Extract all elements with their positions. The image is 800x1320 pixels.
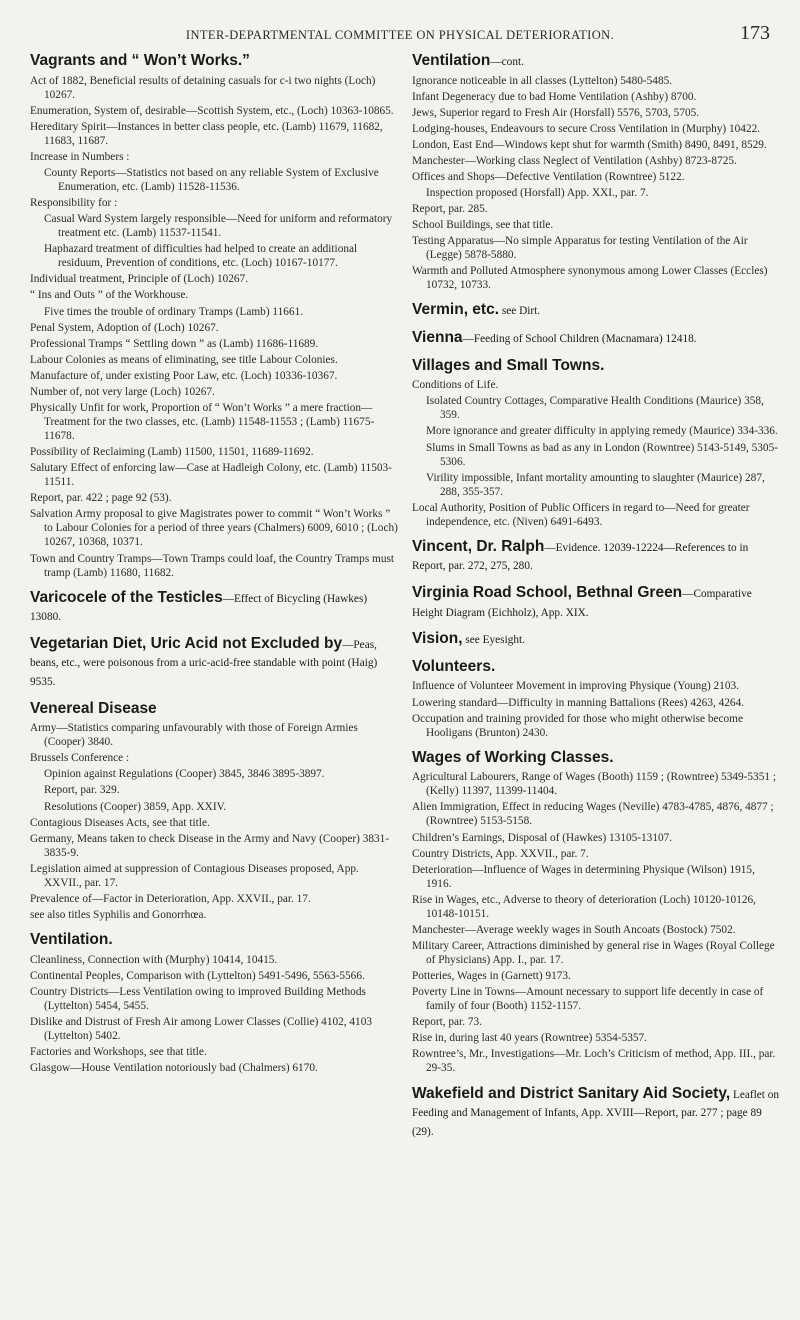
index-subentry: Isolated Country Cottages, Comparative Health Conditions (Maurice) 358, 359. <box>426 395 764 422</box>
heading-text: Volunteers. <box>412 657 496 675</box>
index-entry: Infant Degeneracy due to bad Home Ventilation (Ashby) 8700. <box>412 90 697 103</box>
index-heading <box>30 931 398 950</box>
index-entry: Number of, not very large (Loch) 10267. <box>30 385 215 398</box>
index-subentry: Resolutions (Cooper) 3859, App. XXIV. <box>44 800 227 813</box>
page-header <box>0 20 800 50</box>
index-entry: Rise in, during last 40 years (Rowntree) 5354-5357. <box>412 1032 647 1045</box>
heading-text: Wages of Working Classes. <box>412 748 614 766</box>
index-heading <box>412 329 780 348</box>
index-subentry: More ignorance and greater difficulty in applying remedy (Maurice) 334-336. <box>426 425 778 438</box>
index-subentry: Opinion against Regulations (Cooper) 3845, 3846 3895-3897. <box>44 768 325 781</box>
index-entry: Agricultural Labourers, Range of Wages (Booth) 1159 ; (Rowntree) 5349-5351 ; (Kelly) 11397, 11399-11404. <box>412 771 776 798</box>
index-entry: Salvation Army proposal to give Magistrates power to commit “ Won’t Works ” to Labour Colonies for a period of three years (Chalmers) 6009, 6010 ; (Loch) 10267, 10368, 10371. <box>30 508 398 549</box>
index-entry: Legislation aimed at suppression of Contagious Diseases proposed, App. XXVII., par. 17. <box>30 862 359 889</box>
index-heading <box>412 749 780 768</box>
index-entry: Manchester—Average weekly wages in South Ancoats (Bostock) 7502. <box>412 923 736 936</box>
index-entry: Potteries, Wages in (Garnett) 9173. <box>412 970 571 983</box>
index-entry: Lowering standard—Difficulty in manning Battalions (Rees) 4263, 4264. <box>412 696 745 709</box>
index-entry: Conditions of Life. <box>412 379 499 392</box>
heading-text: Varicocele of the Testicles <box>30 588 223 606</box>
index-entry: Rowntree’s, Mr., Investigations—Mr. Loch’s Criticism of method, App. III., par. 29-35. <box>412 1048 776 1075</box>
index-subentry: Virility impossible, Infant mortality amounting to slaughter (Maurice) 287, 288, 355-357. <box>426 471 765 498</box>
index-entry: Brussels Conference : <box>30 752 130 765</box>
index-entry: “ Ins and Outs ” of the Workhouse. <box>30 289 189 302</box>
heading-text: Vienna <box>412 329 463 347</box>
index-entry: Prevalence of—Factor in Deterioration, App. XXVII., par. 17. <box>30 892 311 905</box>
index-entry: Factories and Workshops, see that title. <box>30 1046 207 1058</box>
index-entry: Physically Unfit for work, Proportion of “ Won’t Works ” a mere fraction—Treatment for the two classes, etc. (Lamb) 11548-11553 ; (Lamb) 11675-11678. <box>30 401 375 443</box>
page-number: 173 <box>740 22 770 44</box>
index-entry: Manchester—Working class Neglect of Ventilation (Ashby) 8723-8725. <box>412 154 737 167</box>
index-entry: Penal System, Adoption of (Loch) 10267. <box>30 321 219 334</box>
heading-tail: see Dirt. <box>499 305 541 318</box>
index-heading <box>30 635 398 691</box>
index-entry: see also titles Syphilis and Gonorrhœa. <box>30 908 207 921</box>
left-column <box>30 52 398 1307</box>
index-entry: Country Districts—Less Ventilation owing to improved Building Methods (Lyttelton) 5454, 5455. <box>30 985 366 1012</box>
index-entry: Influence of Volunteer Movement in improving Physique (Young) 2103. <box>412 680 739 693</box>
index-heading <box>30 700 398 719</box>
heading-tail: —cont. <box>490 56 524 68</box>
index-entry: Offices and Shops—Defective Ventilation (Rowntree) 5122. <box>412 170 685 183</box>
index-entry: Rise in Wages, etc., Adverse to theory of deterioration (Loch) 10120-10126, 10148-10151. <box>412 893 756 920</box>
index-entry: Manufacture of, under existing Poor Law, etc. (Loch) 10336-10367. <box>30 369 338 382</box>
index-entry: Professional Tramps “ Settling down ” as (Lamb) 11686-11689. <box>30 337 319 350</box>
heading-text: Ventilation <box>412 52 491 69</box>
heading-text: Villages and Small Towns. <box>412 356 605 374</box>
index-entry: Testing Apparatus—No simple Apparatus for testing Ventilation of the Air (Legge) 5878-5880. <box>412 235 748 262</box>
index-subentry: Slums in Small Towns as bad as any in London (Rowntree) 5143-5149, 5305-5306. <box>426 441 778 468</box>
heading-text: Vegetarian Diet, Uric Acid not Excluded by <box>30 634 343 652</box>
index-entry: Report, par. 73. <box>412 1016 482 1029</box>
heading-tail: —Effect of Bicycling (Hawkes) 13080. <box>30 592 368 624</box>
heading-text: Vermin, etc. <box>412 301 500 319</box>
index-entry: Dislike and Distrust of Fresh Air among Lower Classes (Collie) 4102, 4103 (Lyttelton) 5402. <box>30 1015 373 1042</box>
heading-text: Vision, <box>412 630 463 648</box>
heading-text: Virginia Road School, Bethnal Green <box>412 584 683 602</box>
index-entry: Hereditary Spirit—Instances in better class people, etc. (Lamb) 11679, 11682, 11683, 11687. <box>30 120 383 147</box>
index-entry: Continental Peoples, Comparison with (Lyttelton) 5491-5496, 5563-5566. <box>30 969 365 982</box>
heading-text: Venereal Disease <box>30 699 157 717</box>
index-entry: Occupation and training provided for those who might otherwise become Hooligans (Brunton) 2430. <box>412 712 743 739</box>
index-subentry: Inspection proposed (Horsfall) App. XXI., par. 7. <box>426 187 649 200</box>
heading-text: Vincent, Dr. Ralph <box>412 537 545 555</box>
index-subentry: Casual Ward System largely responsible—Need for uniform and reformatory treatment etc. (Lamb) 11537-11541. <box>44 213 393 240</box>
index-entry: Labour Colonies as means of eliminating, see title Labour Colonies. <box>30 353 338 366</box>
index-entry: Increase in Numbers : <box>30 150 130 163</box>
index-entry: Local Authority, Position of Public Officers in regard to—Need for greater independence, etc. (Niven) 6491-6493. <box>412 501 750 528</box>
index-heading <box>412 52 780 71</box>
index-entry: Contagious Diseases Acts, see that title. <box>30 816 210 829</box>
index-entry: Salutary Effect of enforcing law—Case at Hadleigh Colony, etc. (Lamb) 11503-11511. <box>30 462 392 489</box>
index-entry: Possibility of Reclaiming (Lamb) 11500, 11501, 11689-11692. <box>30 446 314 459</box>
index-heading <box>412 301 780 320</box>
index-entry: Country Districts, App. XXVII., par. 7. <box>412 847 589 860</box>
index-heading <box>412 1085 780 1141</box>
index-entry: London, East End—Windows kept shut for warmth (Smith) 8490, 8491, 8529. <box>412 138 767 151</box>
heading-tail: —Feeding of School Children (Macnamara) 12418. <box>462 333 697 346</box>
index-entry: Individual treatment, Principle of (Loch) 10267. <box>30 273 249 286</box>
heading-tail: —Comparative Height Diagram (Eichholz), App. XIX. <box>412 588 752 619</box>
index-subentry: County Reports—Statistics not based on any reliable System of Exclusive Enumeration, etc. (Lamb) 11528-11536. <box>44 166 379 194</box>
index-heading <box>30 589 398 626</box>
index-entry: Town and Country Tramps—Town Tramps could loaf, the Country Tramps must tramp (Lamb) 11680, 11682. <box>30 552 395 579</box>
index-entry: Enumeration, System of, desirable—Scottish System, etc., (Loch) 10363-10865. <box>30 104 394 117</box>
running-head: INTER-DEPARTMENTAL COMMITTEE ON PHYSICAL DETERIORATION. <box>185 28 615 42</box>
index-heading <box>30 52 398 71</box>
index-entry: Responsibility for : <box>30 197 118 210</box>
index-entry: Jews, Superior regard to Fresh Air (Horsfall) 5576, 5703, 5705. <box>412 106 700 119</box>
index-entry: School Buildings, see that title. <box>412 219 554 232</box>
index-entry: Ignorance noticeable in all classes (Lyttelton) 5480-5485. <box>412 74 673 87</box>
heading-text: Wakefield and District Sanitary Aid Society, <box>412 1084 731 1102</box>
index-subentry: Haphazard treatment of difficulties had helped to create an additional residuum, Prevention of conditions, etc. (Loch) 10167-10177. <box>44 243 358 270</box>
index-entry: Poverty Line in Towns—Amount necessary to support life decently in case of family of four (Booth) 1152-1157. <box>412 986 764 1013</box>
index-heading <box>412 538 780 575</box>
heading-tail: —Evidence. 12039-12224—References to in Report, par. 272, 275, 280. <box>412 541 749 573</box>
heading-tail: Leaflet on Feeding and Management of Infants, App. XVIII—Report, par. 277 ; page 89 (29). <box>412 1088 780 1138</box>
index-entry: Military Career, Attractions diminished by general rise in Wages (Royal College of Physicians) App. I., par. 17. <box>412 939 775 967</box>
index-entry: Report, par. 285. <box>412 203 488 216</box>
index-entry: Act of 1882, Beneficial results of detaining casuals for c-i two nights (Loch) 10267. <box>30 74 376 101</box>
heading-tail: —Peas, beans, etc., were poisonous from a uric-acid-free standable with point (Haig) 9535. <box>30 638 378 689</box>
heading-text: Ventilation. <box>30 931 113 949</box>
index-heading <box>412 357 780 376</box>
right-column <box>412 52 780 1307</box>
index-entry: Lodging-houses, Endeavours to secure Cross Ventilation in (Murphy) 10422. <box>412 122 761 135</box>
index-entry: Deterioration—Influence of Wages in determining Physique (Wilson) 1915, 1916. <box>412 863 755 890</box>
index-heading <box>412 658 780 677</box>
index-entry: Children’s Earnings, Disposal of (Hawkes) 13105-13107. <box>412 831 673 844</box>
heading-tail: see Eyesight. <box>462 634 525 647</box>
index-entry: Cleanliness, Connection with (Murphy) 10414, 10415. <box>30 953 278 966</box>
index-heading <box>412 584 780 621</box>
index-entry: Glasgow—House Ventilation notoriously bad (Chalmers) 6170. <box>30 1062 318 1075</box>
index-entry: Report, par. 422 ; page 92 (53). <box>30 492 172 505</box>
index-entry: Alien Immigration, Effect in reducing Wages (Neville) 4783-4785, 4876, 4877 ; (Rowntree) 5153-5158. <box>412 801 774 828</box>
index-heading <box>412 630 780 649</box>
index-subentry: Five times the trouble of ordinary Tramps (Lamb) 11661. <box>44 305 304 318</box>
index-entry: Germany, Means taken to check Disease in the Army and Navy (Cooper) 3831-3835-9. <box>30 832 390 859</box>
index-subentry: Report, par. 329. <box>44 784 120 797</box>
index-entry: Warmth and Polluted Atmosphere synonymous among Lower Classes (Eccles) 10732, 10733. <box>412 265 768 292</box>
heading-text: Vagrants and “ Won’t Works.” <box>30 52 250 69</box>
index-entry: Army—Statistics comparing unfavourably with those of Foreign Armies (Cooper) 3840. <box>30 722 358 749</box>
